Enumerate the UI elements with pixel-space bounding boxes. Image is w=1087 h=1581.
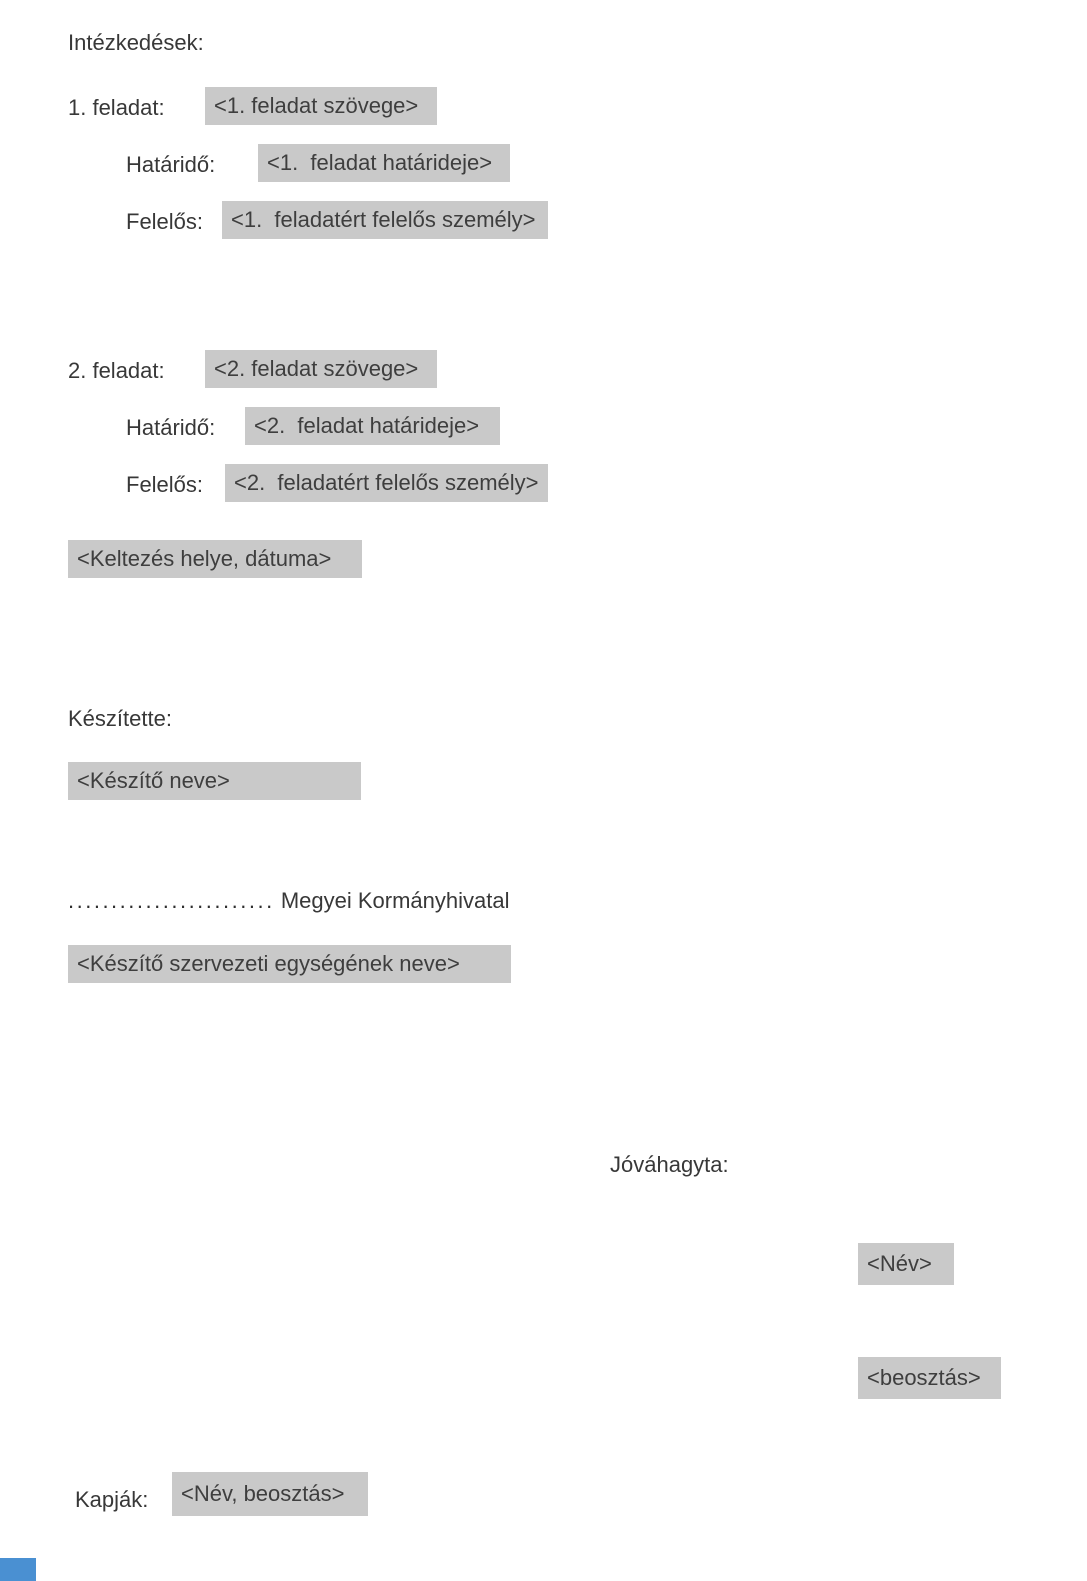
recipients-label: Kapják: xyxy=(75,1487,149,1512)
task2-responsible-field[interactable]: <2. feladatért felelős személy> xyxy=(225,464,548,502)
task2-label: 2. feladat: xyxy=(68,358,165,383)
dateline-field[interactable]: <Keltezés helye, dátuma> xyxy=(68,540,362,578)
task2-deadline-label: Határidő: xyxy=(126,415,216,440)
task2-deadline-field[interactable]: <2. feladat határideje> xyxy=(245,407,500,445)
task1-responsible-field[interactable]: <1. feladatért felelős személy> xyxy=(222,201,548,239)
county-office-name: Megyei Kormányhivatal xyxy=(274,888,510,913)
task1-responsible-label: Felelős: xyxy=(126,209,204,234)
approved-by-label: Jóváhagyta: xyxy=(610,1152,729,1177)
task2-responsible-label: Felelős: xyxy=(126,472,204,497)
task1-text-field[interactable]: <1. feladat szövege> xyxy=(205,87,437,125)
preparer-name-field[interactable]: <Készítő neve> xyxy=(68,762,361,800)
task1-deadline-label: Határidő: xyxy=(126,152,216,177)
section-title-measures: Intézkedések: xyxy=(68,30,204,55)
task1-deadline-field[interactable]: <1. feladat határideje> xyxy=(258,144,510,182)
approver-position-field[interactable]: <beosztás> xyxy=(858,1357,1001,1399)
task1-label: 1. feladat: xyxy=(68,95,165,120)
prepared-by-label: Készítette: xyxy=(68,706,172,731)
approver-name-field[interactable]: <Név> xyxy=(858,1243,954,1285)
county-office-line xyxy=(68,888,509,914)
page-corner-marker xyxy=(0,1558,36,1581)
task2-text-field[interactable]: <2. feladat szövege> xyxy=(205,350,437,388)
preparer-org-unit-field[interactable]: <Készítő szervezeti egységének neve> xyxy=(68,945,511,983)
recipients-field[interactable]: <Név, beosztás> xyxy=(172,1472,368,1516)
fill-in-dots: ........................ xyxy=(68,888,275,913)
